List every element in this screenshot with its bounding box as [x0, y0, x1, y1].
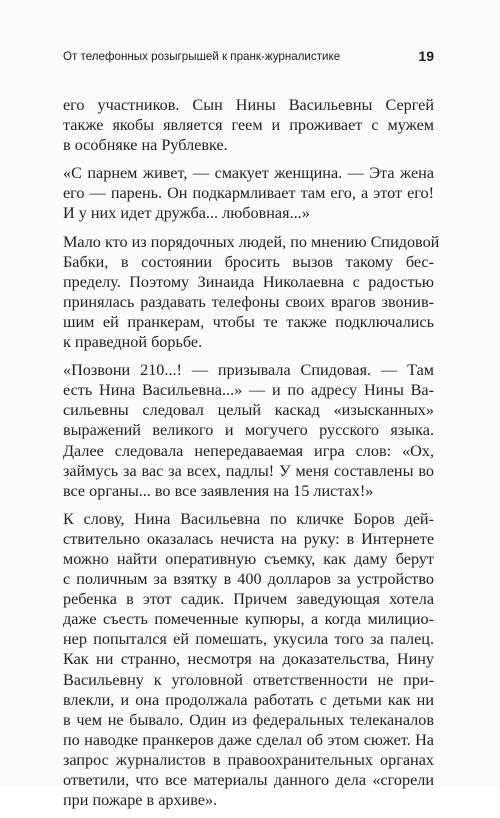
text-line: можно найти оперативную съемку, как даму берут	[63, 549, 434, 568]
text-line: Бабки, в состоянии бросить вызов такому бес-	[63, 252, 434, 271]
text-line: к праведной борьбе.	[63, 333, 203, 352]
text-line: все органы... во все заявления на 15 листах!»	[63, 481, 374, 500]
text-line: запрос журналистов в правоохранительных органах	[63, 750, 434, 769]
paragraph-5	[63, 509, 434, 810]
text-line: ребенка в этот садик. Причем заведующая хотела	[63, 590, 434, 609]
page-header	[63, 48, 434, 68]
text-line: даже съесть помеченные купюры, а когда милицио-	[63, 610, 434, 629]
text-line: ствительно оказалась нечиста на руку: в Интернете	[63, 529, 434, 548]
text-line: Васильевну к уголовной ответственности не при-	[63, 670, 434, 689]
text-line: его участников. Сын Нины Васильевны Сергей	[63, 96, 434, 114]
page-number: 19	[418, 48, 434, 64]
text-line: шим ей пранкерам, чтобы те также подключались	[63, 312, 434, 331]
paragraph-3	[63, 232, 440, 353]
text-line: ответили, что все материалы данного дела «сгорели	[63, 771, 434, 789]
body-text	[63, 95, 440, 818]
text-line: Мало кто из порядочных людей, по мнению Спидовой	[63, 232, 440, 251]
running-title: От телефонных розыгрышей к пранк-журналистике	[63, 50, 341, 63]
text-line: его — парень. Он подкармливает там его, а этот его!	[63, 184, 434, 203]
text-line: в чем не бывало. Один из федеральных телеканалов	[63, 710, 434, 729]
text-line: К слову, Нина Васильевна по кличке Боров дей-	[63, 509, 434, 528]
text-line: нер попытался ей помешать, укусила того за палец.	[63, 630, 434, 649]
text-line: при пожаре в архиве».	[63, 791, 218, 810]
text-line: принялась раздавать телефоны своих врагов звонив-	[63, 292, 434, 311]
paragraph-1	[63, 95, 434, 155]
text-line: Как ни странно, несмотря на доказательства, Нину	[63, 650, 434, 669]
text-line: Далее следовала непередаваемая игра слов: «Ох,	[63, 441, 434, 460]
text-line: займусь за вас за всех, падлы! У меня составлены во	[63, 461, 434, 480]
text-line: влекли, и она продолжала работать с детьми как ни	[63, 690, 434, 709]
text-line: сильевны следовал целый каскад «изысканных»	[63, 401, 434, 420]
text-line: «Позвони 210...! — призывала Спидовая. — Там	[63, 361, 434, 380]
text-line: также якобы является геем и проживает с мужем	[63, 116, 434, 135]
text-line: в особняке на Рублевке.	[63, 136, 228, 155]
text-line: с поличным за взятку в 400 долларов за устройство	[63, 570, 434, 589]
paragraph-2	[63, 163, 434, 223]
text-line: выражений великого и могучего русского языка.	[63, 421, 434, 440]
text-line: есть Нина Васильевна...» — и по адресу Нины Ва-	[63, 381, 434, 400]
paragraph-4	[63, 360, 434, 501]
text-line: по наводке пранкеров даже сделал об этом сюжет. На	[63, 730, 434, 749]
text-line: И у них идет дружба... любовная...»	[63, 204, 310, 223]
text-line: «С парнем живет, — смакует женщина. — Эта жена	[63, 164, 434, 183]
text-line: пределу. Поэтому Зинаида Николаевна с радостью	[63, 272, 434, 291]
